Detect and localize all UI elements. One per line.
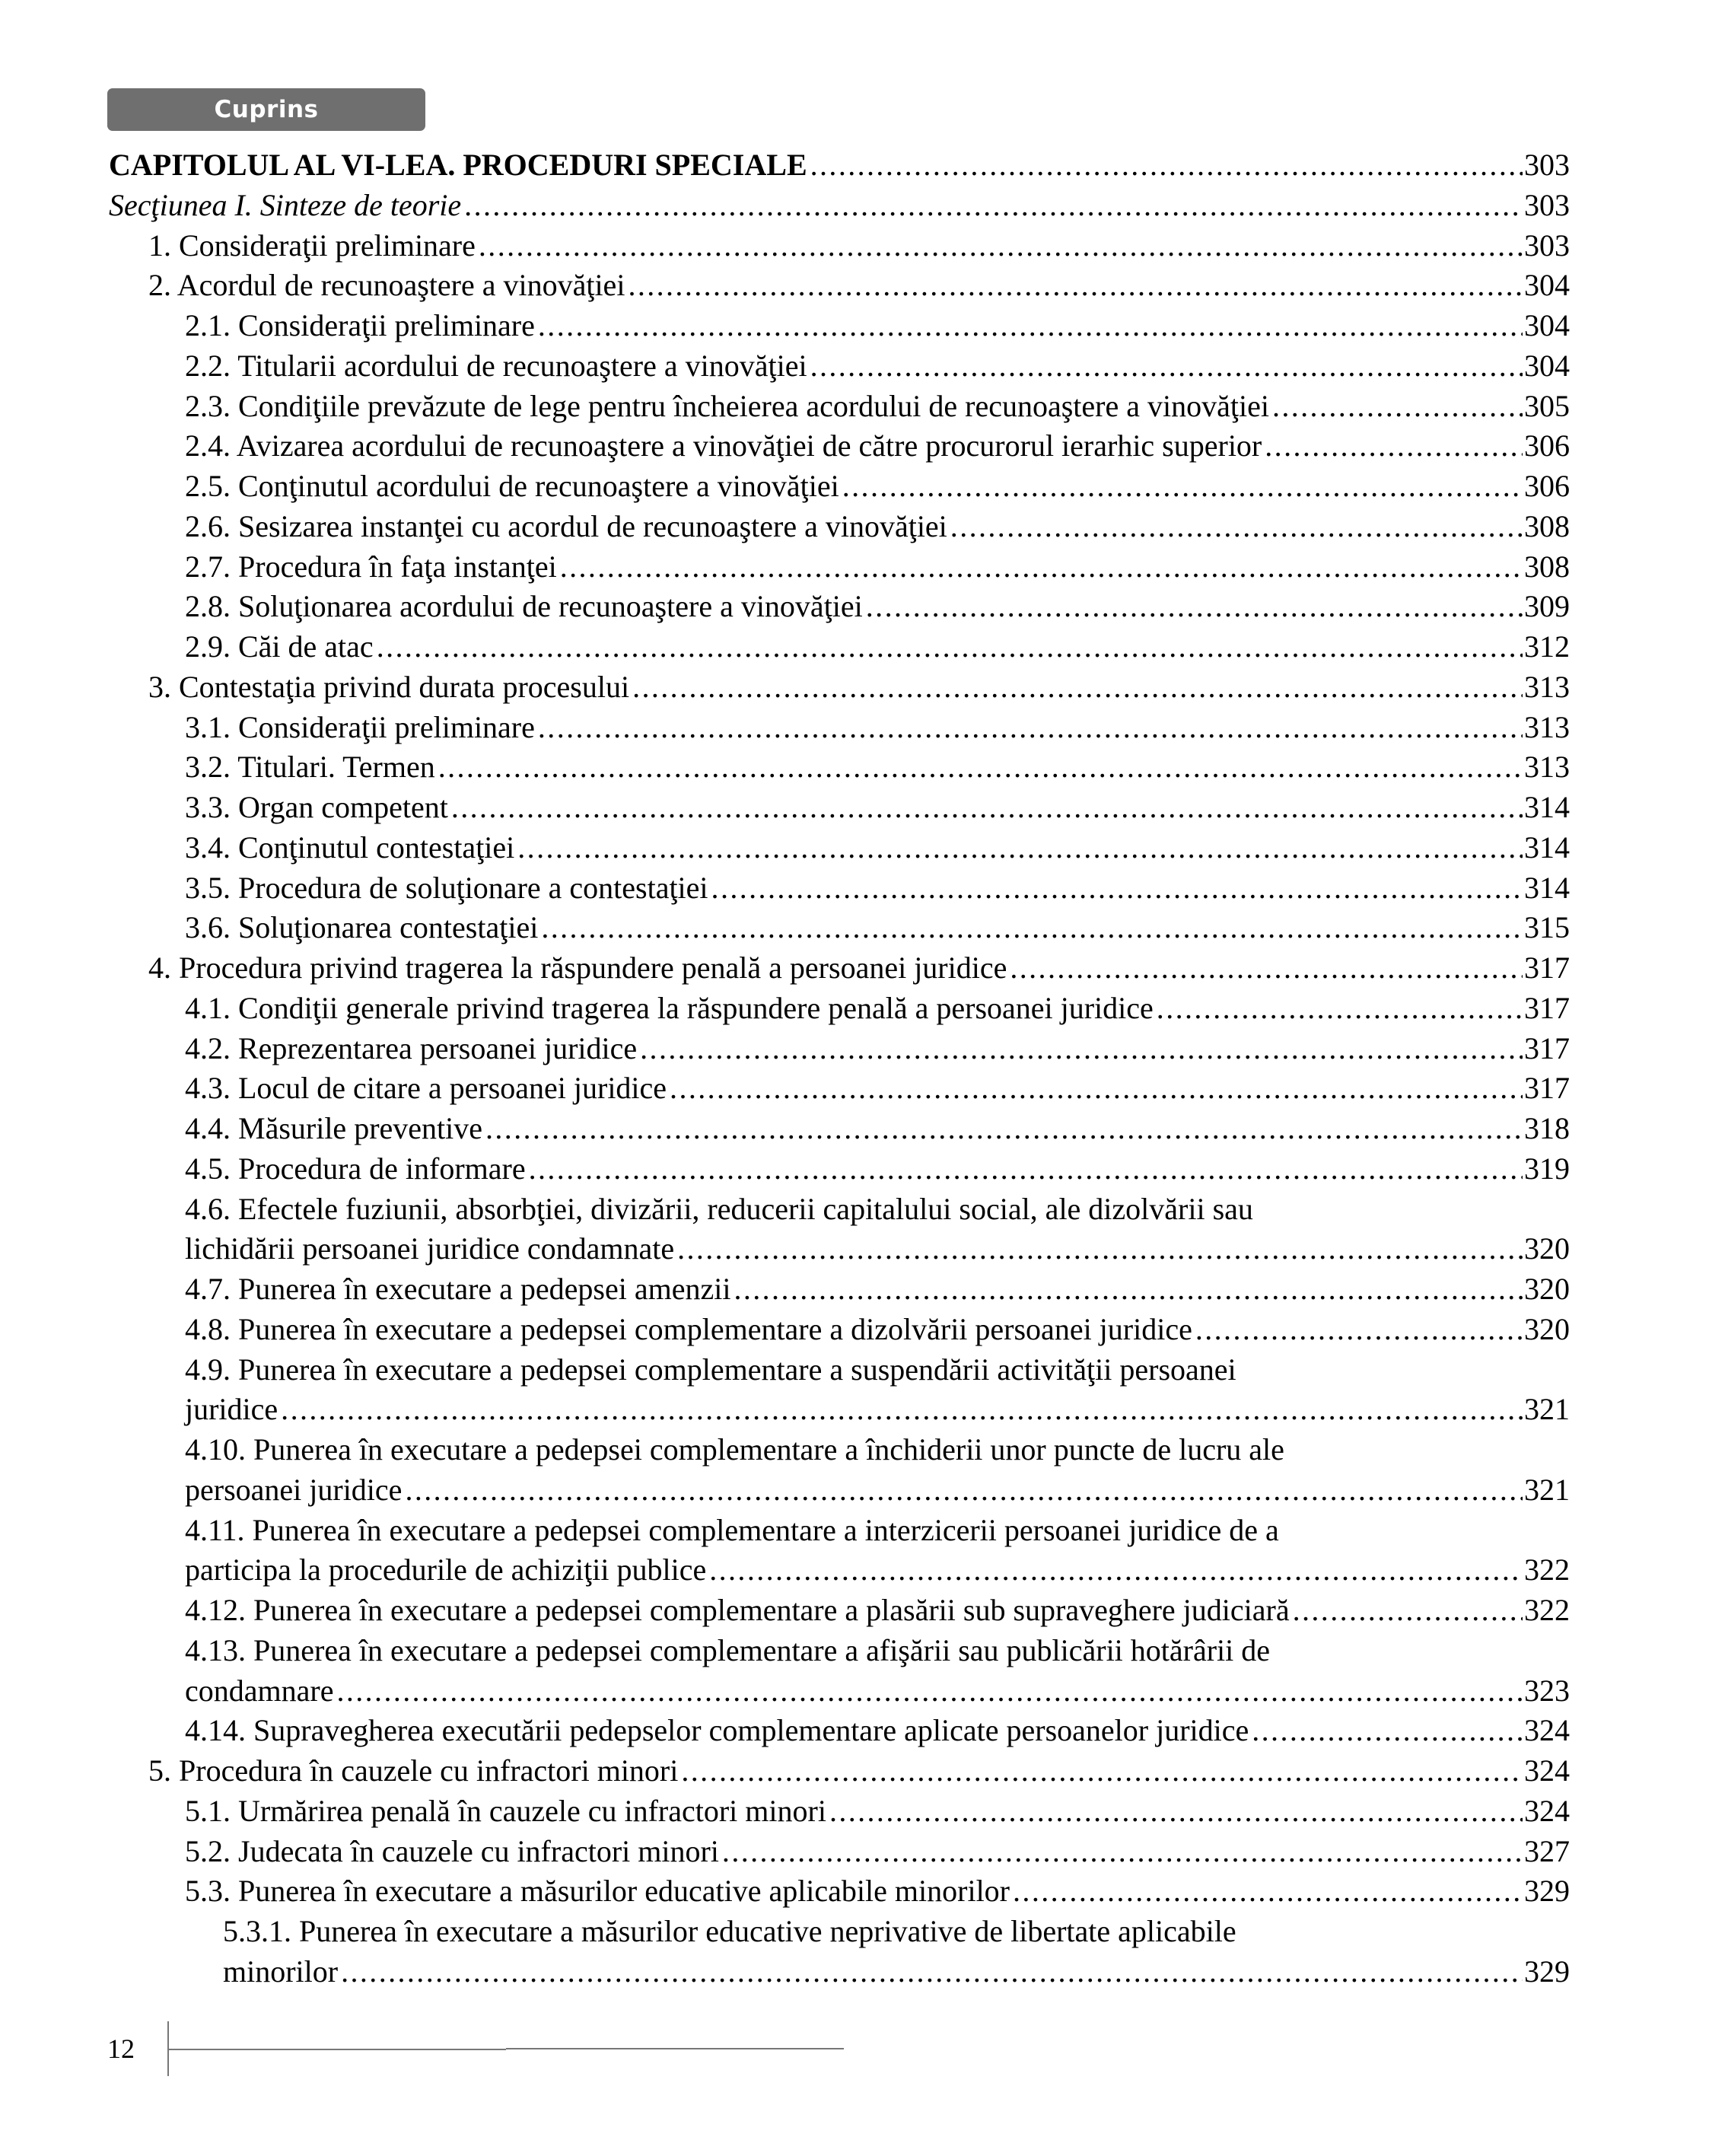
toc-entry[interactable] — [109, 989, 1570, 1029]
toc-entry-title: 5.3. Punerea în executare a măsurilor educative aplicabile minorilor — [185, 1874, 1010, 1909]
toc-entry-title: 3. Contestaţia privind durata procesului — [148, 669, 630, 704]
dot-leader — [517, 828, 1523, 868]
toc-entry-title: 4.11. Punerea în executare a pedepsei complementare a interzicerii persoanei juridice de a — [185, 1512, 1279, 1547]
toc-entry[interactable] — [109, 426, 1570, 467]
dot-leader — [711, 868, 1523, 909]
toc-entry[interactable] — [109, 1350, 1570, 1390]
dot-leader — [377, 627, 1523, 667]
toc-entry[interactable] — [109, 1631, 1570, 1671]
toc-entry-page: 318 — [1524, 1111, 1570, 1145]
toc-entry-title: 3.5. Procedura de soluţionare a contestaţiei — [185, 870, 708, 905]
toc-entry-title: 4.3. Locul de citare a persoanei juridice — [185, 1071, 667, 1106]
toc-entry-title: 2.3. Condiţiile prevăzute de lege pentru încheierea acordului de recunoaştere a vinovăţiei — [185, 388, 1269, 423]
toc-entry-title: 5.3.1. Punerea în executare a măsurilor educative neprivative de libertate aplicabile — [223, 1914, 1236, 1948]
toc-entry-page: 315 — [1524, 910, 1570, 945]
toc-entry-page: 320 — [1524, 1311, 1570, 1346]
dot-leader — [1272, 387, 1523, 427]
dot-leader — [722, 1832, 1523, 1872]
toc-entry[interactable] — [109, 1390, 1570, 1430]
toc-entry[interactable] — [109, 1591, 1570, 1631]
toc-entry-page: 317 — [1524, 990, 1570, 1025]
dot-leader — [628, 266, 1523, 306]
toc-entry[interactable] — [109, 1430, 1570, 1470]
toc-entry-title: 2.1. Consideraţii preliminare — [185, 308, 535, 342]
toc-entry-page: 313 — [1524, 669, 1570, 704]
toc-entry[interactable] — [109, 467, 1570, 507]
toc-entry[interactable] — [109, 908, 1570, 948]
page-number: 12 — [107, 2033, 135, 2064]
dot-leader — [640, 1029, 1523, 1069]
dot-leader — [1013, 1871, 1523, 1912]
toc-entry-title: 5.2. Judecata în cauzele cu infractori minori — [185, 1833, 719, 1868]
toc-entry[interactable] — [109, 1912, 1570, 1952]
toc-entry-title: 2. Acordul de recunoaştere a vinovăţiei — [148, 268, 625, 303]
toc-entry[interactable] — [109, 1149, 1570, 1189]
toc-entry[interactable] — [109, 226, 1570, 266]
toc-entry-page: 306 — [1524, 428, 1570, 463]
toc-entry-page: 320 — [1524, 1272, 1570, 1306]
dot-leader — [560, 547, 1523, 588]
toc-entry-title: lichidării persoanei juridice condamnate — [185, 1231, 675, 1266]
toc-entry-page: 320 — [1524, 1231, 1570, 1266]
toc-entry-page: 304 — [1524, 308, 1570, 342]
toc-entry-title: 5.1. Urmărirea penală în cauzele cu infractori minori — [185, 1793, 826, 1828]
toc-entry[interactable] — [109, 1832, 1570, 1872]
toc-entry-title: 3.6. Soluţionarea contestaţiei — [185, 910, 539, 945]
footer-horizontal-rule — [168, 2049, 506, 2050]
toc-entry-title: 2.9. Căi de atac — [185, 629, 374, 664]
toc-entry[interactable] — [109, 1671, 1570, 1712]
toc-entry-title: 5. Procedura în cauzele cu infractori minori — [148, 1753, 679, 1788]
toc-entry-page: 303 — [1524, 228, 1570, 263]
toc-entry-page: 317 — [1524, 1030, 1570, 1065]
toc-entry-title: 4.5. Procedura de informare — [185, 1151, 526, 1186]
dot-leader — [1293, 1591, 1523, 1631]
dot-leader — [866, 587, 1523, 627]
toc-entry-title: 2.6. Sesizarea instanţei cu acordul de recunoaştere a vinovăţiei — [185, 508, 947, 543]
toc-entry-title: 4.13. Punerea în executare a pedepsei complementare a afişării sau publicării hotărârii de — [185, 1632, 1271, 1667]
toc-entry-title: 2.8. Soluţionarea acordului de recunoaştere a vinovăţiei — [185, 589, 863, 624]
toc-entry-title: minorilor — [223, 1954, 339, 1989]
toc-entry-title: participa la procedurile de achiziţii publice — [185, 1553, 707, 1588]
toc-entry-page: 308 — [1524, 508, 1570, 543]
dot-leader — [438, 747, 1523, 788]
toc-entry[interactable] — [109, 1952, 1570, 1992]
dot-leader — [538, 708, 1523, 748]
toc-entry-page: 324 — [1524, 1753, 1570, 1788]
toc-entry-title: 4.8. Punerea în executare a pedepsei complementare a dizolvării persoanei juridice — [185, 1311, 1192, 1346]
toc-entry[interactable] — [109, 627, 1570, 667]
dot-leader — [709, 1550, 1523, 1591]
dot-leader — [479, 226, 1523, 266]
toc-entry[interactable] — [109, 1470, 1570, 1511]
toc-entry-title: 4.4. Măsurile preventive — [185, 1111, 482, 1145]
toc-entry-page: 329 — [1524, 1874, 1570, 1909]
toc-entry[interactable] — [109, 346, 1570, 387]
toc-entry[interactable] — [109, 667, 1570, 708]
toc-entry-page: 309 — [1524, 589, 1570, 624]
toc-entry-title: CAPITOLUL AL VI-LEA. PROCEDURI SPECIALE — [109, 148, 807, 182]
dot-leader — [405, 1470, 1523, 1511]
toc-entry-page: 312 — [1524, 629, 1570, 664]
dot-leader — [829, 1791, 1523, 1832]
section-badge-label: Cuprins — [214, 96, 319, 123]
toc-entry-title: 4.10. Punerea în executare a pedepsei complementare a închiderii unor puncte de lucru ale — [185, 1432, 1284, 1467]
dot-leader — [632, 667, 1523, 708]
dot-leader — [336, 1671, 1523, 1712]
toc-entry-page: 313 — [1524, 709, 1570, 744]
toc-entry-page: 308 — [1524, 549, 1570, 584]
toc-entry-page: 304 — [1524, 268, 1570, 303]
toc-entry[interactable] — [109, 1229, 1570, 1269]
toc-entry-page: 324 — [1524, 1713, 1570, 1748]
toc-entry-title: 2.2. Titularii acordului de recunoaştere a vinovăţiei — [185, 348, 807, 383]
toc-entry[interactable] — [109, 1751, 1570, 1791]
toc-entry-title: Secţiunea I. Sinteze de teorie — [109, 187, 462, 222]
toc-entry-page: 303 — [1524, 148, 1570, 182]
toc-entry[interactable] — [109, 1189, 1570, 1230]
dot-leader — [538, 306, 1523, 346]
toc-entry-page: 305 — [1524, 388, 1570, 423]
dot-leader — [464, 186, 1523, 226]
toc-entry[interactable] — [109, 306, 1570, 346]
toc-entry-page: 319 — [1524, 1151, 1570, 1186]
dot-leader — [1157, 989, 1523, 1029]
toc-entry-title: 2.5. Conţinutul acordului de recunoaştere a vinovăţiei — [185, 469, 839, 503]
dot-leader — [677, 1229, 1523, 1269]
dot-leader — [810, 346, 1523, 387]
toc-entry[interactable] — [109, 948, 1570, 989]
toc-entry[interactable] — [109, 1711, 1570, 1751]
dot-leader — [529, 1149, 1523, 1189]
toc-entry[interactable] — [109, 1511, 1570, 1551]
toc-entry[interactable] — [109, 186, 1570, 226]
toc-entry[interactable] — [109, 1029, 1570, 1069]
dot-leader — [485, 1109, 1523, 1149]
dot-leader — [810, 145, 1523, 186]
dot-leader — [541, 908, 1523, 948]
toc-entry-page: 322 — [1524, 1593, 1570, 1627]
toc-entry-title: 4.7. Punerea în executare a pedepsei amenzii — [185, 1272, 731, 1306]
toc-entry-title: persoanei juridice — [185, 1472, 403, 1507]
section-badge-cuprins — [107, 88, 425, 131]
toc-entry-page: 314 — [1524, 870, 1570, 905]
toc-entry[interactable] — [109, 587, 1570, 627]
toc-entry-title: 3.2. Titulari. Termen — [185, 750, 435, 785]
toc-entry-page: 314 — [1524, 790, 1570, 824]
toc-entry-title: 4.9. Punerea în executare a pedepsei complementare a suspendării activităţii persoanei — [185, 1352, 1236, 1387]
toc-entry[interactable] — [109, 1871, 1570, 1912]
dot-leader — [1010, 948, 1523, 989]
toc-entry-page: 304 — [1524, 348, 1570, 383]
toc-entry-page: 317 — [1524, 1071, 1570, 1106]
toc-entry-page: 306 — [1524, 469, 1570, 503]
toc-entry-page: 321 — [1524, 1392, 1570, 1427]
toc-entry[interactable] — [109, 507, 1570, 547]
toc-entry-title: 3.4. Conţinutul contestaţiei — [185, 830, 515, 865]
dot-leader — [1195, 1310, 1523, 1350]
toc-entry-title: 4.2. Reprezentarea persoanei juridice — [185, 1030, 638, 1065]
toc-entry-title: 3.1. Consideraţii preliminare — [185, 709, 535, 744]
dot-leader — [734, 1269, 1523, 1310]
toc-entry[interactable] — [109, 1269, 1570, 1310]
toc-entry[interactable] — [109, 387, 1570, 427]
dot-leader — [670, 1068, 1523, 1109]
toc-entry-title: 4. Procedura privind tragerea la răspundere penală a persoanei juridice — [148, 951, 1007, 985]
toc-entry-title: 4.6. Efectele fuziunii, absorbţiei, divizării, reducerii capitalului social, ale dizolvării sau — [185, 1191, 1253, 1226]
toc-entry-page: 329 — [1524, 1954, 1570, 1989]
toc-entry-title: 3.3. Organ competent — [185, 790, 448, 824]
dot-leader — [950, 507, 1523, 547]
toc-entry-title: 1. Consideraţii preliminare — [148, 228, 476, 263]
toc-entry[interactable] — [109, 1109, 1570, 1149]
toc-entry-page: 323 — [1524, 1673, 1570, 1708]
toc-entry[interactable] — [109, 266, 1570, 306]
toc-entry-page: 317 — [1524, 951, 1570, 985]
dot-leader — [1252, 1711, 1523, 1751]
dot-leader — [281, 1390, 1523, 1430]
toc-entry[interactable] — [109, 788, 1570, 828]
toc-entry[interactable] — [109, 145, 1570, 186]
footer-horizontal-rule — [506, 2048, 844, 2049]
toc-entry-title: 4.12. Punerea în executare a pedepsei complementare a plasării sub supraveghere judiciară — [185, 1593, 1290, 1627]
toc-entry[interactable] — [109, 547, 1570, 588]
toc-entry-title: 4.14. Supravegherea executării pedepselor complementare aplicate persoanelor juridice — [185, 1713, 1249, 1748]
toc-entry-page: 321 — [1524, 1472, 1570, 1507]
toc-entry-title: juridice — [185, 1392, 278, 1427]
toc-entry[interactable] — [109, 1791, 1570, 1832]
toc-entry-page: 314 — [1524, 830, 1570, 865]
toc-entry-title: 4.1. Condiţii generale privind tragerea la răspundere penală a persoanei juridice — [185, 990, 1154, 1025]
toc-entry-page: 303 — [1524, 187, 1570, 222]
toc-entry[interactable] — [109, 1310, 1570, 1350]
toc-entry[interactable] — [109, 1550, 1570, 1591]
toc-entry[interactable] — [109, 828, 1570, 868]
dot-leader — [842, 467, 1523, 507]
toc-entry-title: 2.7. Procedura în faţa instanţei — [185, 549, 557, 584]
table-of-contents — [109, 145, 1570, 1992]
toc-entry-title: 2.4. Avizarea acordului de recunoaştere a vinovăţiei de către procurorul ierarhic superior — [185, 428, 1262, 463]
dot-leader — [1265, 426, 1523, 467]
toc-entry[interactable] — [109, 868, 1570, 909]
toc-entry[interactable] — [109, 708, 1570, 748]
dot-leader — [341, 1952, 1523, 1992]
dot-leader — [681, 1751, 1523, 1791]
toc-entry[interactable] — [109, 1068, 1570, 1109]
toc-entry-title: condamnare — [185, 1673, 334, 1708]
toc-entry-page: 324 — [1524, 1793, 1570, 1828]
toc-entry-page: 327 — [1524, 1833, 1570, 1868]
dot-leader — [451, 788, 1523, 828]
toc-entry-page: 313 — [1524, 750, 1570, 785]
toc-entry-page: 322 — [1524, 1553, 1570, 1588]
toc-entry[interactable] — [109, 747, 1570, 788]
